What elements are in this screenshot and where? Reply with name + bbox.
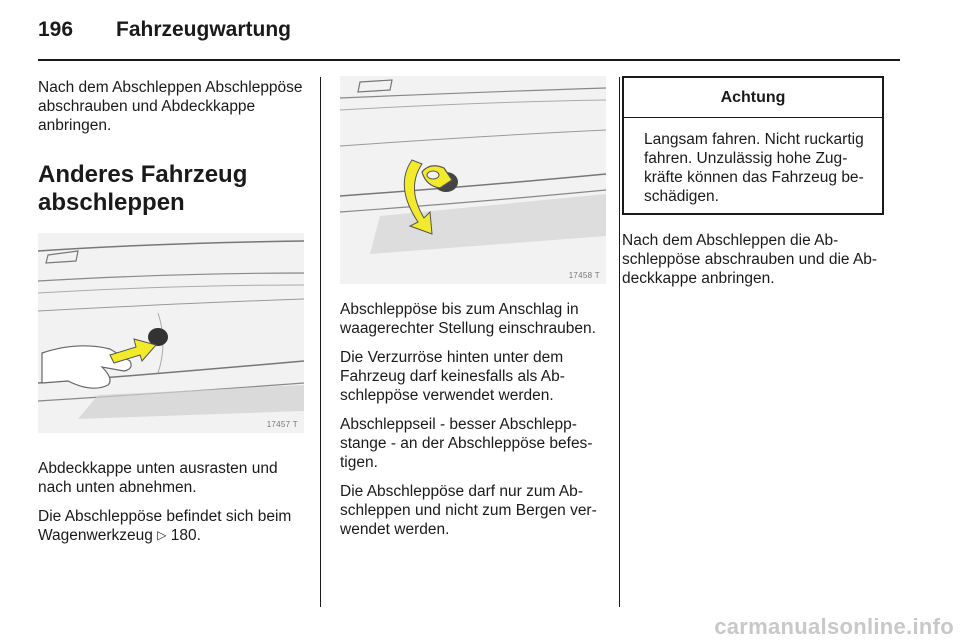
warning-text: Langsam fahren. Nicht ruckartig fahren. Unzulässig hohe Zugkräfte können das Fahrzeug beschädigen. xyxy=(644,131,864,205)
paragraph: Nach dem Abschleppen die Abschleppöse abschrauben und die Abdeckkappe anbringen. xyxy=(622,232,878,287)
figure-code: 17458 T xyxy=(568,271,600,280)
section-title: Fahrzeugwartung xyxy=(116,18,292,41)
column-2 xyxy=(340,78,606,549)
paragraph: Abschleppseil - besser Abschleppstange - an der Abschleppöse befestigen. xyxy=(340,416,593,471)
column-divider xyxy=(320,77,321,607)
page-reference: 180. xyxy=(170,527,201,544)
paragraph: Die Abschleppöse darf nur zum Abschleppen und nicht zum Bergen verwendet werden. xyxy=(340,483,597,538)
column-divider xyxy=(619,77,620,607)
illustration-remove-cap xyxy=(38,233,304,433)
subsection-heading: Anderes Fahrzeug abschleppen xyxy=(38,161,248,216)
warning-title: Achtung xyxy=(624,78,882,118)
watermark: carmanualsonline.info xyxy=(714,614,954,639)
column-3 xyxy=(622,78,905,298)
paragraph-with-reference xyxy=(38,507,304,546)
towing-eye-drawing xyxy=(340,76,606,284)
paragraph: Abschleppöse bis zum Anschlag in waagerechter Stellung einschrauben. xyxy=(340,301,596,337)
bumper-cap-drawing xyxy=(38,233,304,433)
figure-code: 17457 T xyxy=(266,420,298,429)
intro-paragraph: Nach dem Abschleppen Abschleppöse abschrauben und Abdeckkappe anbringen. xyxy=(38,79,303,134)
warning-box xyxy=(622,76,884,215)
paragraph: Die Verzurröse hinten unter dem Fahrzeug darf keinesfalls als Abschleppöse verwendet werden. xyxy=(340,349,565,404)
illustration-screw-in-eye xyxy=(340,76,606,284)
paragraph: Abdeckkappe unten ausrasten und nach unten abnehmen. xyxy=(38,460,278,496)
header-rule xyxy=(38,59,900,61)
column-1 xyxy=(38,78,304,556)
triangle-right-icon: ▷ xyxy=(157,528,167,542)
paragraph-text: Die Abschleppöse befindet sich beim Wagenwerkzeug xyxy=(38,508,292,544)
page-number: 196 xyxy=(38,18,74,41)
